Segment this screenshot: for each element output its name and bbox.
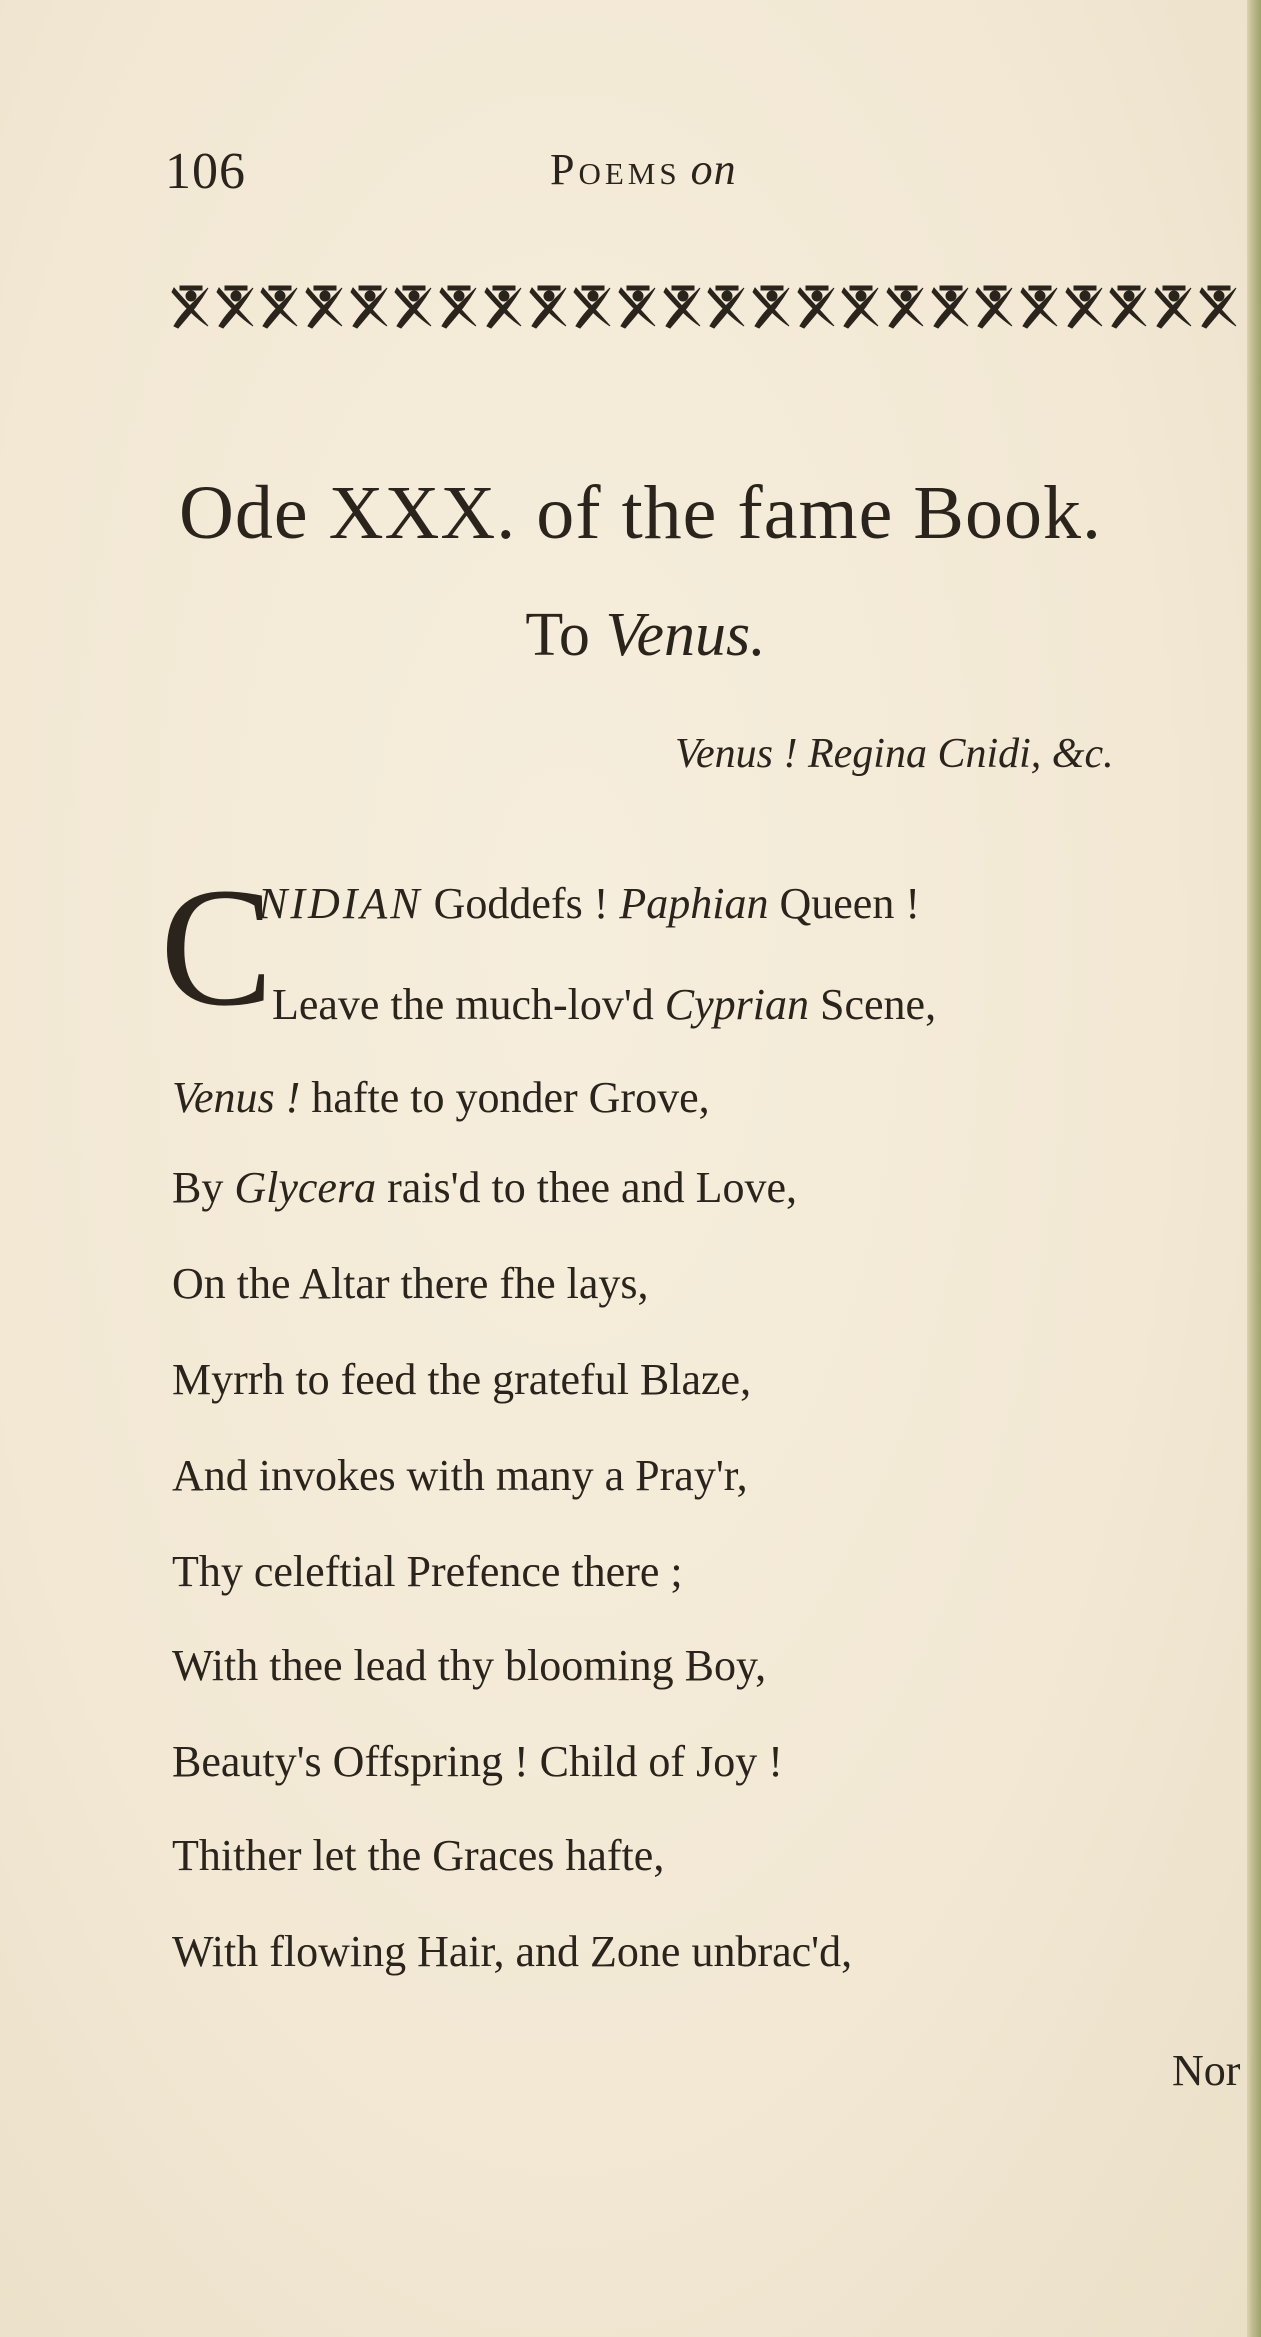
verse-line-2-part-3: Scene, <box>820 980 937 1029</box>
verse-line-1-word-4: Queen ! <box>779 879 920 928</box>
verse-line-4-part-3: rais'd to thee and Love, <box>387 1163 797 1212</box>
verse-line-3 <box>172 1073 710 1122</box>
verse-line-1-word-2: Goddefs ! <box>433 879 609 928</box>
ornament-flower-icon <box>483 282 525 330</box>
verse-line-12: With flowing Hair, and Zone unbrac'd, <box>172 1927 853 1976</box>
ode-subtitle <box>0 600 1261 671</box>
verse-line-3-part-1: Venus ! <box>172 1073 301 1122</box>
running-head <box>165 142 1065 212</box>
verse-line-7: And invokes with many a Pray'r, <box>172 1451 748 1500</box>
verse-line-4-part-2: Glycera <box>234 1163 377 1212</box>
ornament-flower-icon <box>751 282 793 330</box>
running-title-italic: on <box>690 145 737 194</box>
catchword: Nor <box>1172 2046 1241 2095</box>
verse-line-6: Myrrh to feed the grateful Blaze, <box>172 1355 752 1404</box>
ornament-flower-icon <box>706 282 748 330</box>
ornament-flower-icon <box>617 282 659 330</box>
ornament-flower-icon <box>259 282 301 330</box>
decorative-ornament-band <box>170 280 1240 332</box>
ornament-flower-icon <box>1198 282 1240 330</box>
verse-line-4 <box>172 1163 797 1212</box>
running-title <box>550 144 737 195</box>
ornament-flower-icon <box>572 282 614 330</box>
ornament-flower-icon <box>170 282 212 330</box>
ornament-flower-icon <box>304 282 346 330</box>
ornament-flower-icon <box>840 282 882 330</box>
verse-line-1-word-1: NIDIAN <box>258 879 423 928</box>
verse-line-1 <box>258 879 920 928</box>
ornament-flower-icon <box>930 282 972 330</box>
verse-line-2-part-2: Cyprian <box>664 980 810 1029</box>
ornament-flower-icon <box>1019 282 1061 330</box>
ornament-flower-icon <box>393 282 435 330</box>
ornament-flower-icon <box>974 282 1016 330</box>
verse-line-8: Thy celeftial Prefence there ; <box>172 1547 683 1596</box>
drop-cap: C <box>160 853 274 1041</box>
verse-line-3-part-2: hafte to yonder Grove, <box>311 1073 710 1122</box>
running-title-main: Poems <box>550 145 681 194</box>
verse-line-4-part-1: By <box>172 1163 224 1212</box>
ornament-flower-icon <box>438 282 480 330</box>
ornament-flower-icon <box>1064 282 1106 330</box>
verse-line-10: Beauty's Offspring ! Child of Joy ! <box>172 1737 783 1786</box>
ornament-flower-icon <box>662 282 704 330</box>
ode-title: Ode XXX. of the fame Book. <box>178 471 1102 555</box>
ornament-flower-icon <box>349 282 391 330</box>
ornament-flower-icon <box>796 282 838 330</box>
page-edge-shadow <box>1247 0 1261 2337</box>
verse-line-2-part-1: Leave the much-lov'd <box>272 980 654 1029</box>
ornament-flower-icon <box>528 282 570 330</box>
verse-line-1-word-3: Paphian <box>619 879 769 928</box>
ornament-flower-icon <box>885 282 927 330</box>
ornament-flower-icon <box>1108 282 1150 330</box>
verse-line-11: Thither let the Graces hafte, <box>172 1831 665 1880</box>
subtitle-prefix: To <box>525 601 590 669</box>
ornament-flower-icon <box>215 282 257 330</box>
page-number: 106 <box>165 143 246 200</box>
subtitle-name: Venus. <box>605 601 766 669</box>
latin-motto: Venus ! Regina Cnidi, &c. <box>675 731 1114 777</box>
verse-line-2 <box>272 980 937 1029</box>
ornament-flower-icon <box>1153 282 1195 330</box>
verse-line-9: With thee lead thy blooming Boy, <box>172 1641 767 1690</box>
verse-line-5: On the Altar there fhe lays, <box>172 1259 649 1308</box>
